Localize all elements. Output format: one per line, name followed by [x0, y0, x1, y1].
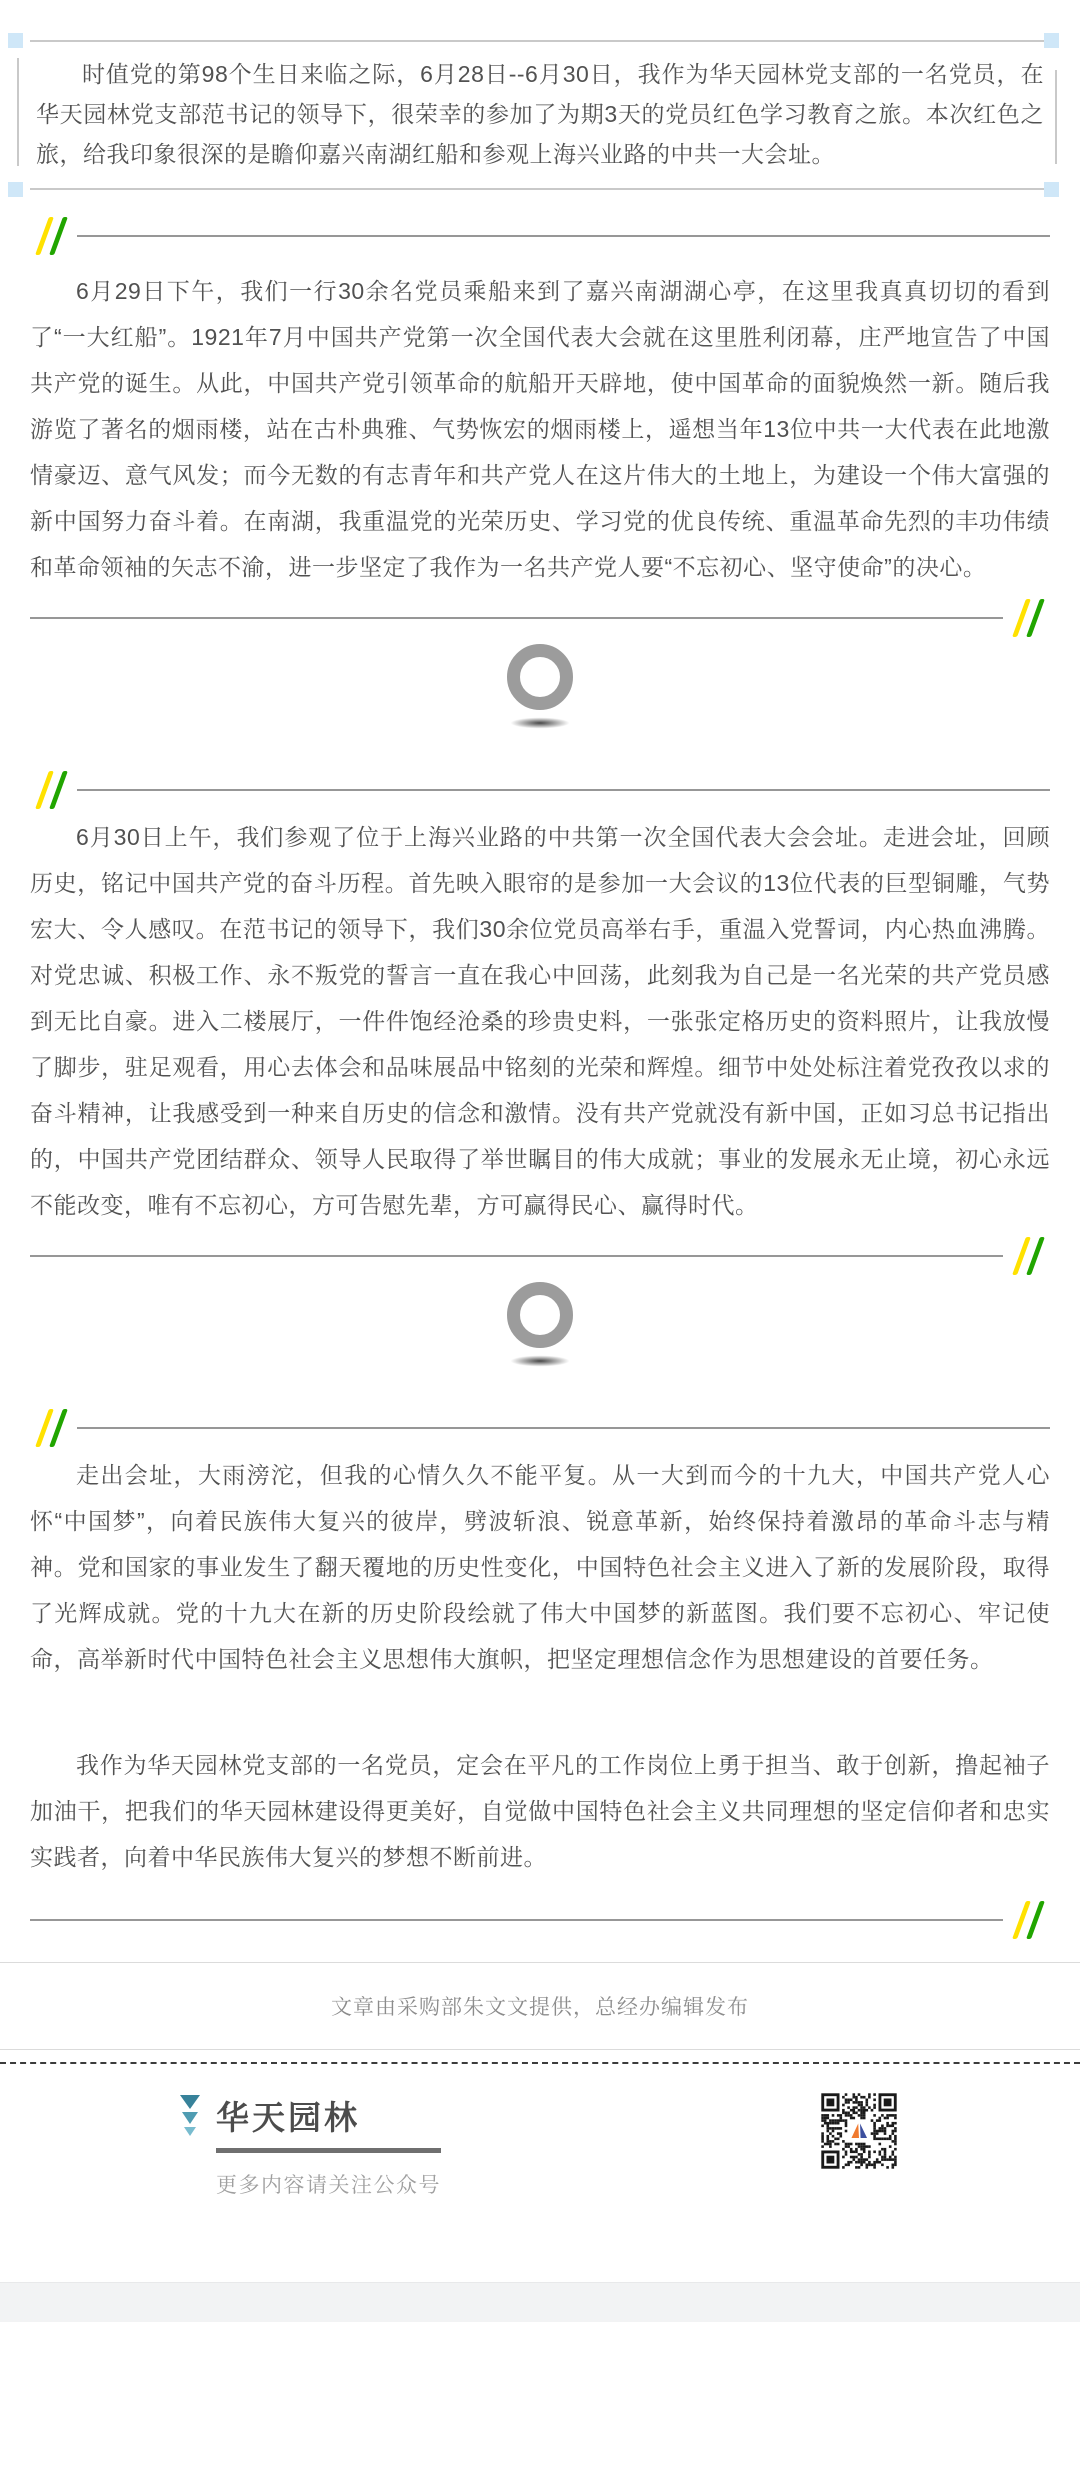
- divider-line: [77, 235, 1050, 237]
- chevron-down-icon: [182, 2112, 198, 2124]
- section-divider-open: [42, 770, 1050, 810]
- quote-box-right-line: [1055, 70, 1057, 164]
- divider-line: [30, 1919, 1003, 1921]
- brand-underline: [216, 2148, 441, 2153]
- green-slash-icon: [1026, 599, 1045, 637]
- brand-subtitle: 更多内容请关注公众号: [216, 2174, 441, 2197]
- paragraph-ganwu: 走出会址，大雨滂沱，但我的心情久久不能平复。从一大到而今的十九大，中国共产党人心怀“中国梦”，向着民族伟大复兴的彼岸，劈波斩浪、锐意革新，始终保持着激昂的革命斗志与精神。党和国家的事业发生了翻天覆地的历史性变化，中国特色社会主义进入了新的发展阶段，取得了光辉成就。党的十九大在新的历史阶段绘就了伟大中国梦的新蓝图。我们要不忘初心、牢记使命，高举新时代中国特色社会主义思想伟大旗帜，把坚定理想信念作为思想建设的首要任务。: [30, 1462, 1050, 1672]
- brand-footer: [0, 2092, 1080, 2199]
- image-loading-placeholder: [0, 1282, 1080, 1382]
- green-slash-icon: [49, 1409, 68, 1447]
- divider-line: [77, 1427, 1050, 1429]
- chevron-down-icon: [184, 2127, 196, 2136]
- green-slash-icon: [49, 771, 68, 809]
- paragraph-huizhi: 6月30日上午，我们参观了位于上海兴业路的中共第一次全国代表大会会址。走进会址，回顾历史，铭记中国共产党的奋斗历程。首先映入眼帘的是参加一大会议的13位代表的巨型铜雕，气势宏大、令人感叹。在范书记的领导下，我们30余位党员高举右手，重温入党誓词，内心热血沸腾。对党忠诚、积极工作、永不叛党的誓言一直在我心中回荡，此刻我为自己是一名光荣的共产党员感到无比自豪。进入二楼展厅，一件件饱经沧桑的珍贵史料，一张张定格历史的资料照片，让我放慢了脚步，驻足观看，用心去体会和品味展品中铭刻的光荣和辉煌。细节中处处标注着党孜孜以求的奋斗精神，让我感受到一种来自历史的信念和激情。没有共产党就没有新中国，正如习总书记指出的，中国共产党团结群众、领导人民取得了举世瞩目的伟大成就；事业的发展永无止境，初心永远不能改变，唯有不忘初心，方可告慰先辈，方可赢得民心、赢得时代。: [30, 824, 1050, 1218]
- quote-box-left-line: [17, 58, 19, 166]
- green-slash-icon: [1026, 1237, 1045, 1275]
- section-divider-close: [30, 1900, 1038, 1940]
- double-slash-icon: [42, 1409, 61, 1447]
- divider-line: [30, 1255, 1003, 1257]
- double-slash-icon: [42, 217, 61, 255]
- credit-text: 文章由采购部朱文文提供，总经办编辑发布: [0, 1962, 1080, 2050]
- double-slash-icon: [1019, 1237, 1038, 1275]
- intro-paragraph: 时值党的第98个生日来临之际，6月28日--6月30日，我作为华天园林党支部的一名党员，在华天园林党支部范书记的领导下，很荣幸的参加了为期3天的党员红色学习教育之旅。本次红色之旅，给我印象很深的是瞻仰嘉兴南湖红船和参观上海兴业路的中共一大会址。: [36, 61, 1044, 167]
- brand-text-block: [216, 2092, 441, 2199]
- loading-ring-shadow: [508, 717, 572, 729]
- intro-quote-box: [30, 40, 1050, 190]
- loading-ring-icon: [507, 644, 573, 710]
- brand-name: 华天园林: [216, 2099, 360, 2136]
- divider-line: [77, 789, 1050, 791]
- bottom-bar: [0, 2282, 1080, 2322]
- chevron-down-icon: [180, 2095, 200, 2109]
- green-slash-icon: [49, 217, 68, 255]
- double-slash-icon: [1019, 599, 1038, 637]
- section-divider-close: [30, 598, 1038, 638]
- section-divider-close: [30, 1236, 1038, 1276]
- image-loading-placeholder: [0, 644, 1080, 744]
- corner-square-icon: [1044, 33, 1059, 48]
- corner-square-icon: [1044, 182, 1059, 197]
- paragraph-juexin: 我作为华天园林党支部的一名党员，定会在平凡的工作岗位上勇于担当、敢于创新，撸起袖子加油干，把我们的华天园林建设得更美好，自觉做中国特色社会主义共同理想的坚定信仰者和忠实实践者，向着中华民族伟大复兴的梦想不断前进。: [30, 1752, 1050, 1870]
- corner-square-icon: [8, 33, 23, 48]
- dashed-divider: [0, 2062, 1080, 2064]
- double-slash-icon: [42, 771, 61, 809]
- loading-ring-shadow: [508, 1355, 572, 1367]
- triple-chevron-down-icon: [180, 2092, 200, 2136]
- green-slash-icon: [1026, 1901, 1045, 1939]
- paragraph-nanhu: 6月29日下午，我们一行30余名党员乘船来到了嘉兴南湖湖心亭，在这里我真真切切的看到了“一大红船”。1921年7月中国共产党第一次全国代表大会就在这里胜利闭幕，庄严地宣告了中国共产党的诞生。从此，中国共产党引领革命的航船开天辟地，使中国革命的面貌焕然一新。随后我游览了著名的烟雨楼，站在古朴典雅、气势恢宏的烟雨楼上，遥想当年13位中共一大代表在此地激情豪迈、意气风发；而今无数的有志青年和共产党人在这片伟大的土地上，为建设一个伟大富强的新中国努力奋斗着。在南湖，我重温党的光荣历史、学习党的优良传统、重温革命先烈的丰功伟绩和革命领袖的矢志不渝，进一步坚定了我作为一名共产党人要“不忘初心、坚守使命”的决心。: [30, 278, 1050, 580]
- double-slash-icon: [1019, 1901, 1038, 1939]
- loading-ring-icon: [507, 1282, 573, 1348]
- section-divider-open: [42, 216, 1050, 256]
- divider-line: [30, 617, 1003, 619]
- section-divider-open: [42, 1408, 1050, 1448]
- corner-square-icon: [8, 182, 23, 197]
- qr-code[interactable]: [820, 2092, 898, 2170]
- qr-center-logo-bg: [849, 2121, 869, 2141]
